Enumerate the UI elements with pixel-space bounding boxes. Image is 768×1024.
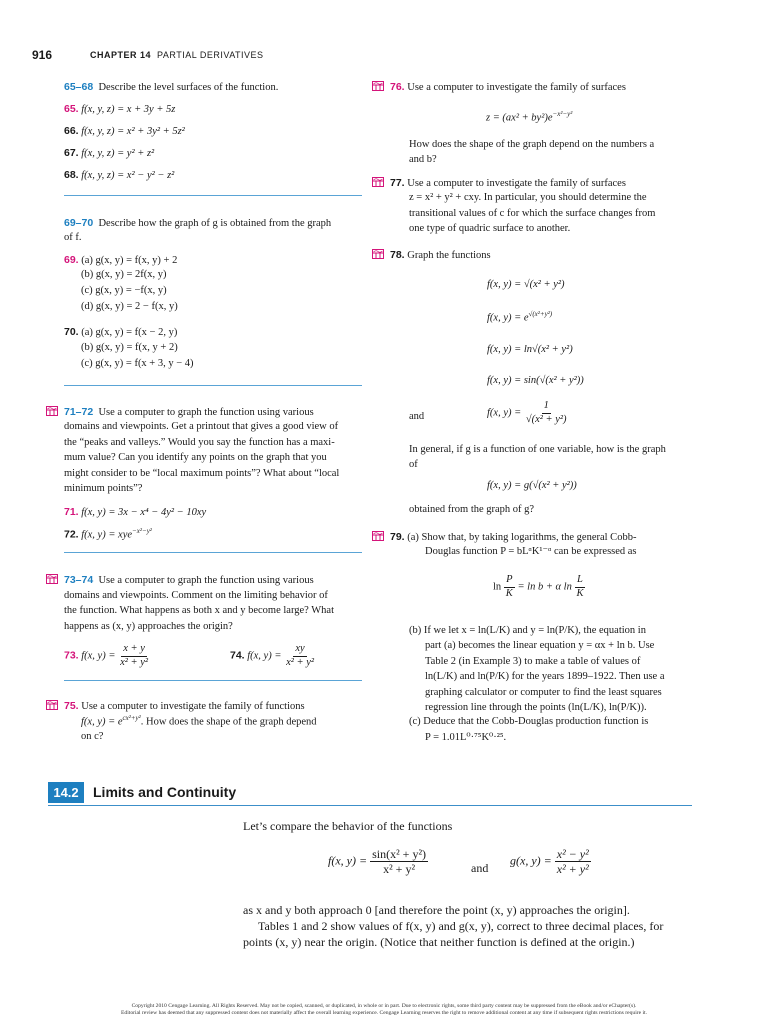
exercise-79-c1: (c) Deduce that the Cobb-Douglas production function is <box>409 716 649 727</box>
divider <box>64 552 362 553</box>
exercise-70-c: (c) g(x, y) = f(x + 3, y − 4) <box>81 358 194 369</box>
section-paragraph-line3: points (x, y) near the origin. (Notice that neither function is defined at the origin.) <box>243 935 635 949</box>
computer-graph-icon <box>372 177 384 187</box>
page-number: 916 <box>32 48 53 62</box>
equation-78-6: f(x, y) = g(√(x² + y²)) <box>487 480 577 491</box>
numerator: x² − y² <box>556 847 589 861</box>
part-a: (a) g(x, y) = f(x − 2, y) <box>81 327 178 338</box>
group-text-line: domains and viewpoints. Get a printout that gives a good view of <box>64 421 339 432</box>
denominator: x² + y² <box>120 656 149 668</box>
fraction-pk <box>504 574 515 600</box>
numerator: sin(x² + y²) <box>372 847 427 861</box>
section-divider <box>48 805 692 806</box>
fraction-f <box>370 847 428 877</box>
equation-78-4: f(x, y) = sin(√(x² + y²)) <box>487 375 584 386</box>
exercise-number: 69. <box>64 254 79 266</box>
exercise-68 <box>64 168 174 184</box>
exercise-79-b5: graphing calculator or computer to find the least squares <box>425 687 662 698</box>
exercise-77 <box>390 176 626 192</box>
denominator: K <box>505 587 513 599</box>
exercise-79-a2: Douglas function P = bLᵅK¹⁻ᵅ can be expressed as <box>425 546 637 557</box>
numerator: P <box>504 574 514 588</box>
exercise-number: 78. <box>390 249 405 261</box>
computer-graph-icon <box>46 406 58 416</box>
exercise-79-b4: ln(L/K) and ln(P/K) for the years 1899–1922. Then use a <box>425 671 665 682</box>
exercise-77-line2: z = x² + y² + cxy. In particular, you should determine the <box>409 192 647 203</box>
denominator: x² + y² <box>286 656 315 668</box>
group-range: 69–70 <box>64 217 94 229</box>
exercise-69-b: (b) g(x, y) = 2f(x, y) <box>81 269 167 280</box>
fraction <box>524 400 569 426</box>
group-text-line: mum value? Can you identify any points on the graph that you <box>64 452 327 463</box>
group-text-line: happens as (x, y) approaches the origin? <box>64 621 233 632</box>
part-a: (a) g(x, y) = f(x, y) + 2 <box>81 255 178 266</box>
copyright-footer <box>14 1003 754 1018</box>
ln-label: ln <box>493 581 502 593</box>
group-text-cont: of f. <box>64 232 82 243</box>
computer-graph-icon <box>372 81 384 91</box>
equation-g <box>510 847 591 877</box>
exercise-75-line2 <box>81 714 317 730</box>
function-lhs: f(x, y) = <box>328 853 368 868</box>
and-label: and <box>471 861 489 875</box>
chapter-header <box>90 49 264 62</box>
group-text: Describe how the graph of g is obtained from the graph <box>98 218 332 229</box>
group-text-line: domains and viewpoints. Comment on the limiting behavior of <box>64 590 328 601</box>
exercise-79-c2: P = 1.01L⁰·⁷⁵K⁰·²⁵. <box>425 732 507 743</box>
numerator: xy <box>293 643 306 657</box>
exercise-text: f(x, y, z) = x + 3y + 5z <box>81 104 176 115</box>
equation-78-5 <box>487 400 569 426</box>
exercise-69-d: (d) g(x, y) = 2 − f(x, y) <box>81 301 178 312</box>
exercise-66 <box>64 124 185 140</box>
denominator: √(x² + y²) <box>525 413 567 425</box>
exercise-number: 77. <box>390 177 405 189</box>
section-intro: Let’s compare the behavior of the functions <box>243 819 453 833</box>
exercise-70 <box>64 325 177 341</box>
denominator: K <box>576 587 584 599</box>
exercise-text: Use a computer to investigate the family of functions <box>81 701 305 712</box>
exercise-76 <box>390 80 626 96</box>
exercise-number: 65. <box>64 103 79 115</box>
group-text: Use a computer to graph the function using various <box>98 407 314 418</box>
numerator: x + y <box>121 643 147 657</box>
exercise-71 <box>64 505 206 521</box>
exercise-77-line3: transitional values of c for which the surface changes from <box>409 208 656 219</box>
exercise-78-line2: In general, if g is a function of one variable, how is the graph <box>409 444 666 455</box>
footer-line1: Copyright 2010 Cengage Learning. All Rights Reserved. May not be copied, scanned, or duplicated, in whole or in part. Due to electronic rights, some third party content may be suppressed from the eBook and/or eChapter(s). <box>131 1003 637 1009</box>
exercise-group-73-74 <box>64 573 314 589</box>
exercise-number: 71. <box>64 506 79 518</box>
exercise-79-b2: part (a) becomes the linear equation y = αx + ln b. Use <box>425 640 655 651</box>
exercise-69-c: (c) g(x, y) = −f(x, y) <box>81 285 167 296</box>
exercise-text: f(x, y, z) = x² + 3y² + 5z² <box>81 126 185 137</box>
exercise-number: 68. <box>64 169 79 181</box>
fraction-lk <box>574 574 585 600</box>
exercise-text: f(x, y, z) = y² + z² <box>81 148 155 159</box>
fraction <box>284 643 316 669</box>
exercise-77-line4: one type of quadric surface to another. <box>409 223 571 234</box>
exercise-number: 79. <box>390 531 405 543</box>
exercise-75 <box>64 699 305 715</box>
equation-text: z = (ax² + by²)e <box>486 112 553 124</box>
exercise-78-line4: obtained from the graph of g? <box>409 504 535 515</box>
group-text: Describe the level surfaces of the function. <box>98 82 279 93</box>
exercise-74 <box>230 643 316 669</box>
equation-76 <box>486 110 572 126</box>
exercise-text: Use a computer to investigate the family of surfaces <box>407 178 626 189</box>
equation-text: f(x, y) = e <box>487 312 529 324</box>
exercise-75-line3: on c? <box>81 731 104 742</box>
denominator: x² + y² <box>383 862 416 877</box>
exponent: −x²−y² <box>132 527 152 535</box>
section-paragraph-line2: Tables 1 and 2 show values of f(x, y) and g(x, y), correct to three decimal places, for <box>258 919 664 933</box>
computer-graph-icon <box>46 574 58 584</box>
function-lhs: f(x, y) = <box>81 650 116 662</box>
function-lhs: f(x, y) = <box>247 650 282 662</box>
exponent: −x²−y² <box>552 110 573 118</box>
equation-78-1: f(x, y) = √(x² + y²) <box>487 279 565 290</box>
exercise-79-b1: (b) If we let x = ln(L/K) and y = ln(P/K), the equation in <box>409 625 646 636</box>
exercise-text: Graph the functions <box>407 250 491 261</box>
equation-f <box>328 847 428 877</box>
group-range: 65–68 <box>64 81 94 93</box>
exercise-number: 75. <box>64 700 79 712</box>
function-text: f(x, y) = e <box>81 716 123 728</box>
exercise-number: 67. <box>64 147 79 159</box>
equation-79 <box>493 574 585 600</box>
exercise-number: 66. <box>64 125 79 137</box>
exercise-text: f(x, y) = xye <box>81 529 133 541</box>
function-lhs: g(x, y) = <box>510 853 552 868</box>
denominator: x² + y² <box>556 862 589 877</box>
divider <box>64 195 362 196</box>
exercise-number: 76. <box>390 81 405 93</box>
and-label: and <box>409 411 425 422</box>
exponent: √(x²+y²) <box>528 310 553 318</box>
fraction <box>118 643 150 669</box>
exercise-69 <box>64 253 177 269</box>
function-lhs: f(x, y) = <box>487 407 522 419</box>
exercise-group-71-72 <box>64 405 314 421</box>
chapter-title: PARTIAL DERIVATIVES <box>157 50 264 60</box>
exercise-70-b: (b) g(x, y) = f(x, y + 2) <box>81 342 178 353</box>
section-title: Limits and Continuity <box>93 784 237 800</box>
group-text-line: minimum points”? <box>64 483 143 494</box>
numerator: L <box>575 574 585 588</box>
equation-middle: = ln b + α ln <box>517 581 572 593</box>
numerator: 1 <box>542 400 551 414</box>
exercise-text: f(x, y) = 3x − x⁴ − 4y² − 10xy <box>81 507 207 518</box>
exercise-79-b3: Table 2 (in Example 3) to make a table of values of <box>425 656 641 667</box>
chapter-label: CHAPTER 14 <box>90 50 152 60</box>
equation-78-3: f(x, y) = ln√(x² + y²) <box>487 344 573 355</box>
computer-graph-icon <box>46 700 58 710</box>
computer-graph-icon <box>372 249 384 259</box>
part-a: (a) Show that, by taking logarithms, the general Cobb- <box>407 532 637 543</box>
exercise-65 <box>64 102 175 118</box>
section-paragraph-line1: as x and y both approach 0 [and therefore the point (x, y) approaches the origin]. <box>243 903 630 917</box>
group-text-line: the function. What happens as both x and y become large? What <box>64 605 335 616</box>
exercise-72 <box>64 527 152 543</box>
exercise-number: 73. <box>64 649 79 662</box>
exercise-76-line3: and b? <box>409 154 437 165</box>
group-text: Use a computer to graph the function using various <box>98 575 314 586</box>
group-range: 73–74 <box>64 574 94 586</box>
exercise-78-line3: of <box>409 459 418 470</box>
exercise-text: f(x, y, z) = x² − y² − z² <box>81 170 175 181</box>
group-text-line: might consider to be “local maximum points”? What about “local <box>64 468 340 479</box>
equation-78-2 <box>487 310 552 326</box>
exercise-number: 70. <box>64 326 79 338</box>
footer-line2: Editorial review has deemed that any suppressed content does not materially affect the overall learning experience. Cengage Learning reserves the right to remove additional content at any time if subsequent rights restrictions require it. <box>121 1010 647 1017</box>
exercise-76-line2: How does the shape of the graph depend on the numbers a <box>409 139 655 150</box>
computer-graph-icon <box>372 531 384 541</box>
exponent: cx²+y² <box>122 714 141 722</box>
section-number-badge: 14.2 <box>48 782 84 803</box>
exercise-text: . How does the shape of the graph depend <box>140 716 317 728</box>
group-text-line: the “peaks and valleys.” Would you say the function has a maxi- <box>64 437 335 448</box>
exercise-group-65-68 <box>64 80 278 96</box>
exercise-79-b6: regression line through the points (ln(L/K), ln(P/K)). <box>425 702 647 713</box>
exercise-group-69-70 <box>64 216 331 232</box>
exercise-text: Use a computer to investigate the family of surfaces <box>407 82 626 93</box>
exercise-number: 74. <box>230 649 245 662</box>
divider <box>64 385 362 386</box>
divider <box>64 680 362 681</box>
exercise-73 <box>64 643 150 669</box>
exercise-67 <box>64 146 154 162</box>
exercise-79 <box>390 530 636 546</box>
exercise-78 <box>390 248 491 264</box>
fraction-g <box>555 847 591 877</box>
exercise-number: 72. <box>64 528 79 541</box>
group-range: 71–72 <box>64 406 94 418</box>
